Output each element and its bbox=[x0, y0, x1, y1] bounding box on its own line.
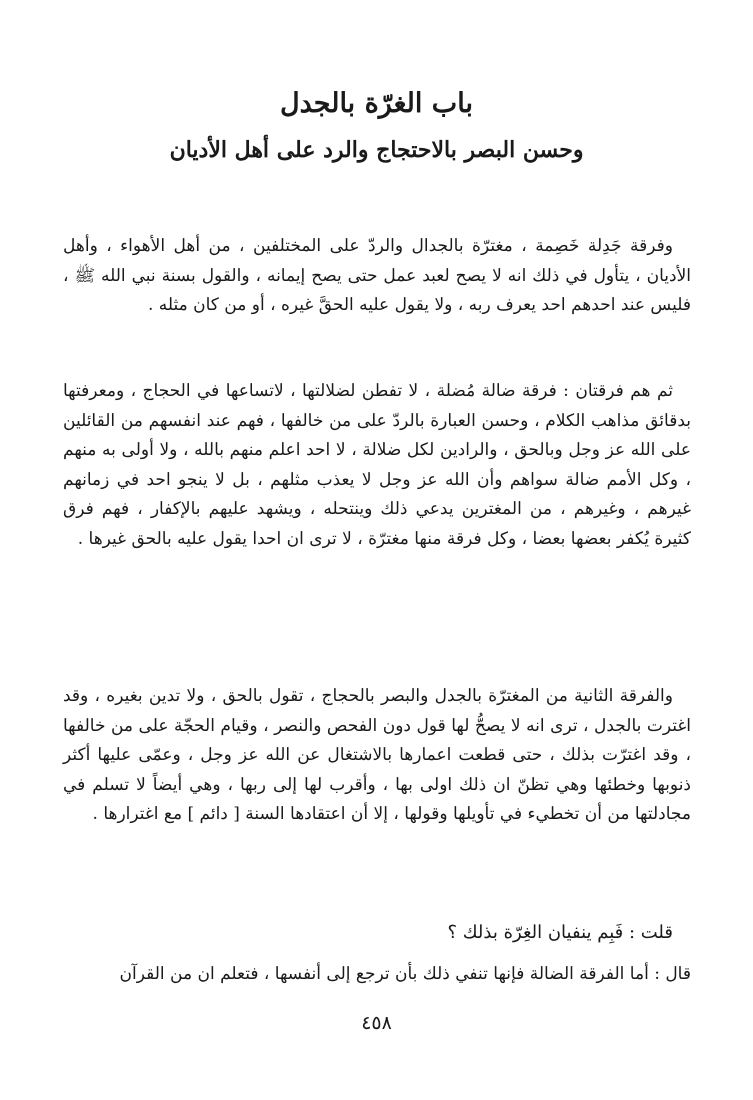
paragraph-3: والفرقة الثانية من المغترّة بالجدل والبصر بالحجاج ، تقول بالحق ، ولا تدين بغيره ، وقد اغترت بالجدل ، ترى انه لا يصحُّ لها قول دون الفحص والنصر ، وقيام الحجّة على من خالفها ، وقد اغترّت بذلك ، حتى قطعت اعمارها بالاشتغال عن الله عز وجل ، وعمّى عليها أكثر ذنوبها وخطئها وهي تظنّ ان ذلك اولى بها ، وأقرب لها إلى ربها ، وهي أيضاً لا تسلم في مجادلتها من أن تخطيء في تأويلها وقولها ، إلا أن اعتقادها السنة [ دائم ] مع اغترارها . bbox=[63, 686, 691, 824]
paragraph-2: ثم هم فرقتان : فرقة ضالة مُضلة ، لا تفطن لضلالتها ، لاتساعها في الحجاج ، ومعرفتها بدقائق مذاهب الكلام ، وحسن العبارة بالردّ على من خالفها ، فهم عند انفسهم من القائلين على الله عز وجل وبالحق ، والرادين لكل ضلالة ، لا احد اعلم منهم بالله ، ولا أولى به منهم ، وكل الأمم ضالة سواهم وأن الله عز وجل لا يعذب مثلهم ، بل لا ينجو احد في زمانهم غيرهم ، وغيرهم ، من المغترين يدعي ذلك وينتحله ، ويشهد عليهم بالإكفار ، فهم فرق كثيرة يُكفر بعضها بعضا ، وكل فرقة منها مغترّة ، لا ترى ان احدا يقول عليه بالحق غيرها . bbox=[63, 381, 691, 549]
paragraph-5-answer: قال : أما الفرقة الضالة فإنها تنفي ذلك بأن ترجع إلى أنفسها ، فتعلم ان من القرآن bbox=[119, 964, 691, 984]
paragraph-4-question: قلت : فَبِم ينفيان الغِرّة بذلك ؟ bbox=[447, 922, 673, 943]
chapter-title: باب الغرّة بالجدل bbox=[280, 88, 473, 119]
chapter-subtitle: وحسن البصر بالاحتجاج والرد على أهل الأديان bbox=[169, 137, 584, 163]
page-number: ٤٥٨ bbox=[361, 1012, 392, 1034]
paragraph-1: وفرقة جَدِلة خَصِمة ، مغترّة بالجدال والردّ على المختلفين ، من أهل الأهواء ، وأهل الأديان ، يتأول في ذلك انه لا يصح لعبد عمل حتى يصح إيمانه ، والقول بسنة نبي الله ﷺ ، فليس عند احدهم احد يعرف ربه ، ولا يقول عليه الحقَّ غيره ، أو من كان مثله . bbox=[63, 236, 691, 315]
